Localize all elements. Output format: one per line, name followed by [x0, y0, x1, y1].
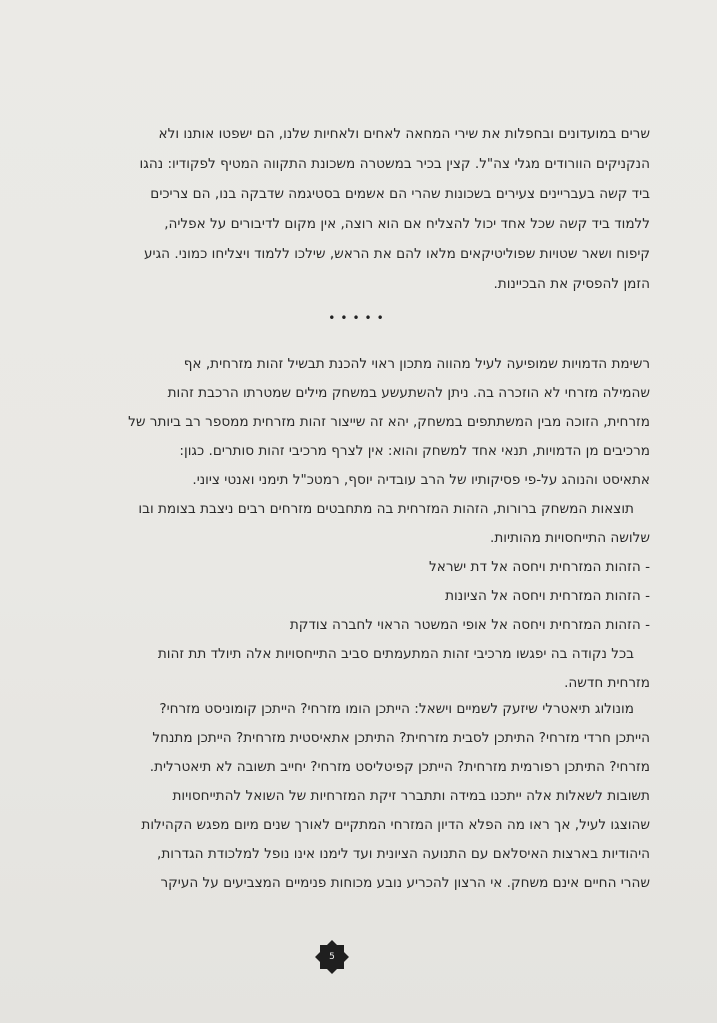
- text-line: היהודיות בארצות האיסלאם עם התנועה הציונית ועד לימנו אינו נופל למלכודת הגדרות,: [157, 846, 650, 862]
- text-line: תוצאות המשחק ברורות, הזהות המזרחית בה מתחבטים מזרחים רבים ניצבת בצומת ובו: [138, 501, 634, 517]
- text-line: אתאיסט והנוהג על-פי פסיקותיו של הרב עובדיה יוסף, רמטכ"ל תימני ואנטי ציוני.: [192, 472, 650, 488]
- text-line: שהרי החיים אינם משחק. אי הרצון להכריע נובע מכוחות פנימיים המצביעים על העיקר: [160, 875, 650, 891]
- text-line: הייתכן חרדי מזרחי? התיתכן לסבית מזרחית? התיתכן אתאיסטית מזרחית? הייתכן מתנחל: [152, 730, 650, 746]
- text-line: מזרחית, הזוכה מבין המשתתפים במשחק, יהא זה שייצור זהות מזרחית ממספר רב ביותר של: [128, 414, 650, 430]
- text-line: ביד קשה בעבריינים צעירים בשכונות שהרי הם אשמים בסטיגמה שדבקה בנו, הם צריכים: [150, 186, 650, 202]
- text-line: שהוצגו לעיל, אך ראו מה הפלא הדיון המזרחי המתקיים לאורך שנים מיום מפגש הקהילות: [141, 817, 650, 833]
- text-line: הזמן להפסיק את הבכיינות.: [493, 276, 650, 292]
- text-line: שרים במועדונים ובחפלות את שירי המחאה לאחים ולאחיות שלנו, הם ישפטו אותנו ולא: [158, 126, 650, 142]
- text-line: מזרחית חדשה.: [564, 675, 650, 691]
- section-separator: •••••: [328, 311, 389, 325]
- text-line: שהמילה מזרחי לא הוזכרה בה. ניתן להשתעשע במשחק מילים שמטרתו הרכבת זהות: [167, 385, 650, 401]
- page-number: 5: [329, 952, 335, 962]
- list-item: - הזהות המזרחית ויחסה אל אופי המשטר הראוי לחברה צודקת: [289, 617, 650, 633]
- text-line: מרכיבים מן הדמויות, תנאי אחד למשחק והוא: אין לצרף מרכיבי זהות סותרים. כגון:: [179, 443, 650, 459]
- text-line: בכל נקודה בה יפגשו מרכיבי זהות המתעמתים סביב התייחסויות אלה תיולד תת זהות: [157, 646, 634, 662]
- text-line: הנקניקים הוורודים מגלי צה"ל. קצין בכיר במשטרה משכונת התקווה המטיף לפקודיו: נהגו: [139, 156, 650, 172]
- list-item: - הזהות המזרחית ויחסה אל דת ישראל: [429, 559, 650, 575]
- text-line: מזרחי? התיתכן רפורמית מזרחית? הייתכן קפיטליסט מזרחי? יחייב תשובה לא תיאטרלית.: [149, 759, 650, 775]
- text-line: תשובות לשאלות אלה ייתכנו במידה ותתברר זיקת המזרחיות של השואל להתייחסויות: [172, 788, 650, 804]
- text-line: שלושה התייחסויות מהותיות.: [490, 530, 650, 546]
- text-line: רשימת הדמויות שמופיעה לעיל מהווה מתכון ראוי להכנת תבשיל זהות מזרחית, אף: [183, 356, 650, 372]
- text-line: ללמוד ביד קשה שכל אחד יכול להצליח אם הוא רוצה, אין מקום לדיבורים על אפליה,: [164, 216, 650, 232]
- list-item: - הזהות המזרחית ויחסה אל הציונות: [445, 588, 650, 604]
- text-line: מונולוג תיאטרלי שיזעק לשמיים וישאל: הייתכן הומו מזרחי? הייתכן קומוניסט מזרחי?: [159, 701, 634, 717]
- page-number-badge: [312, 937, 352, 977]
- text-line: קיפוח ושאר שטויות שפוליטיקאים מלאו להם את הראש, שילכו ללמוד ויצליחו כמוני. הגיע: [144, 246, 650, 262]
